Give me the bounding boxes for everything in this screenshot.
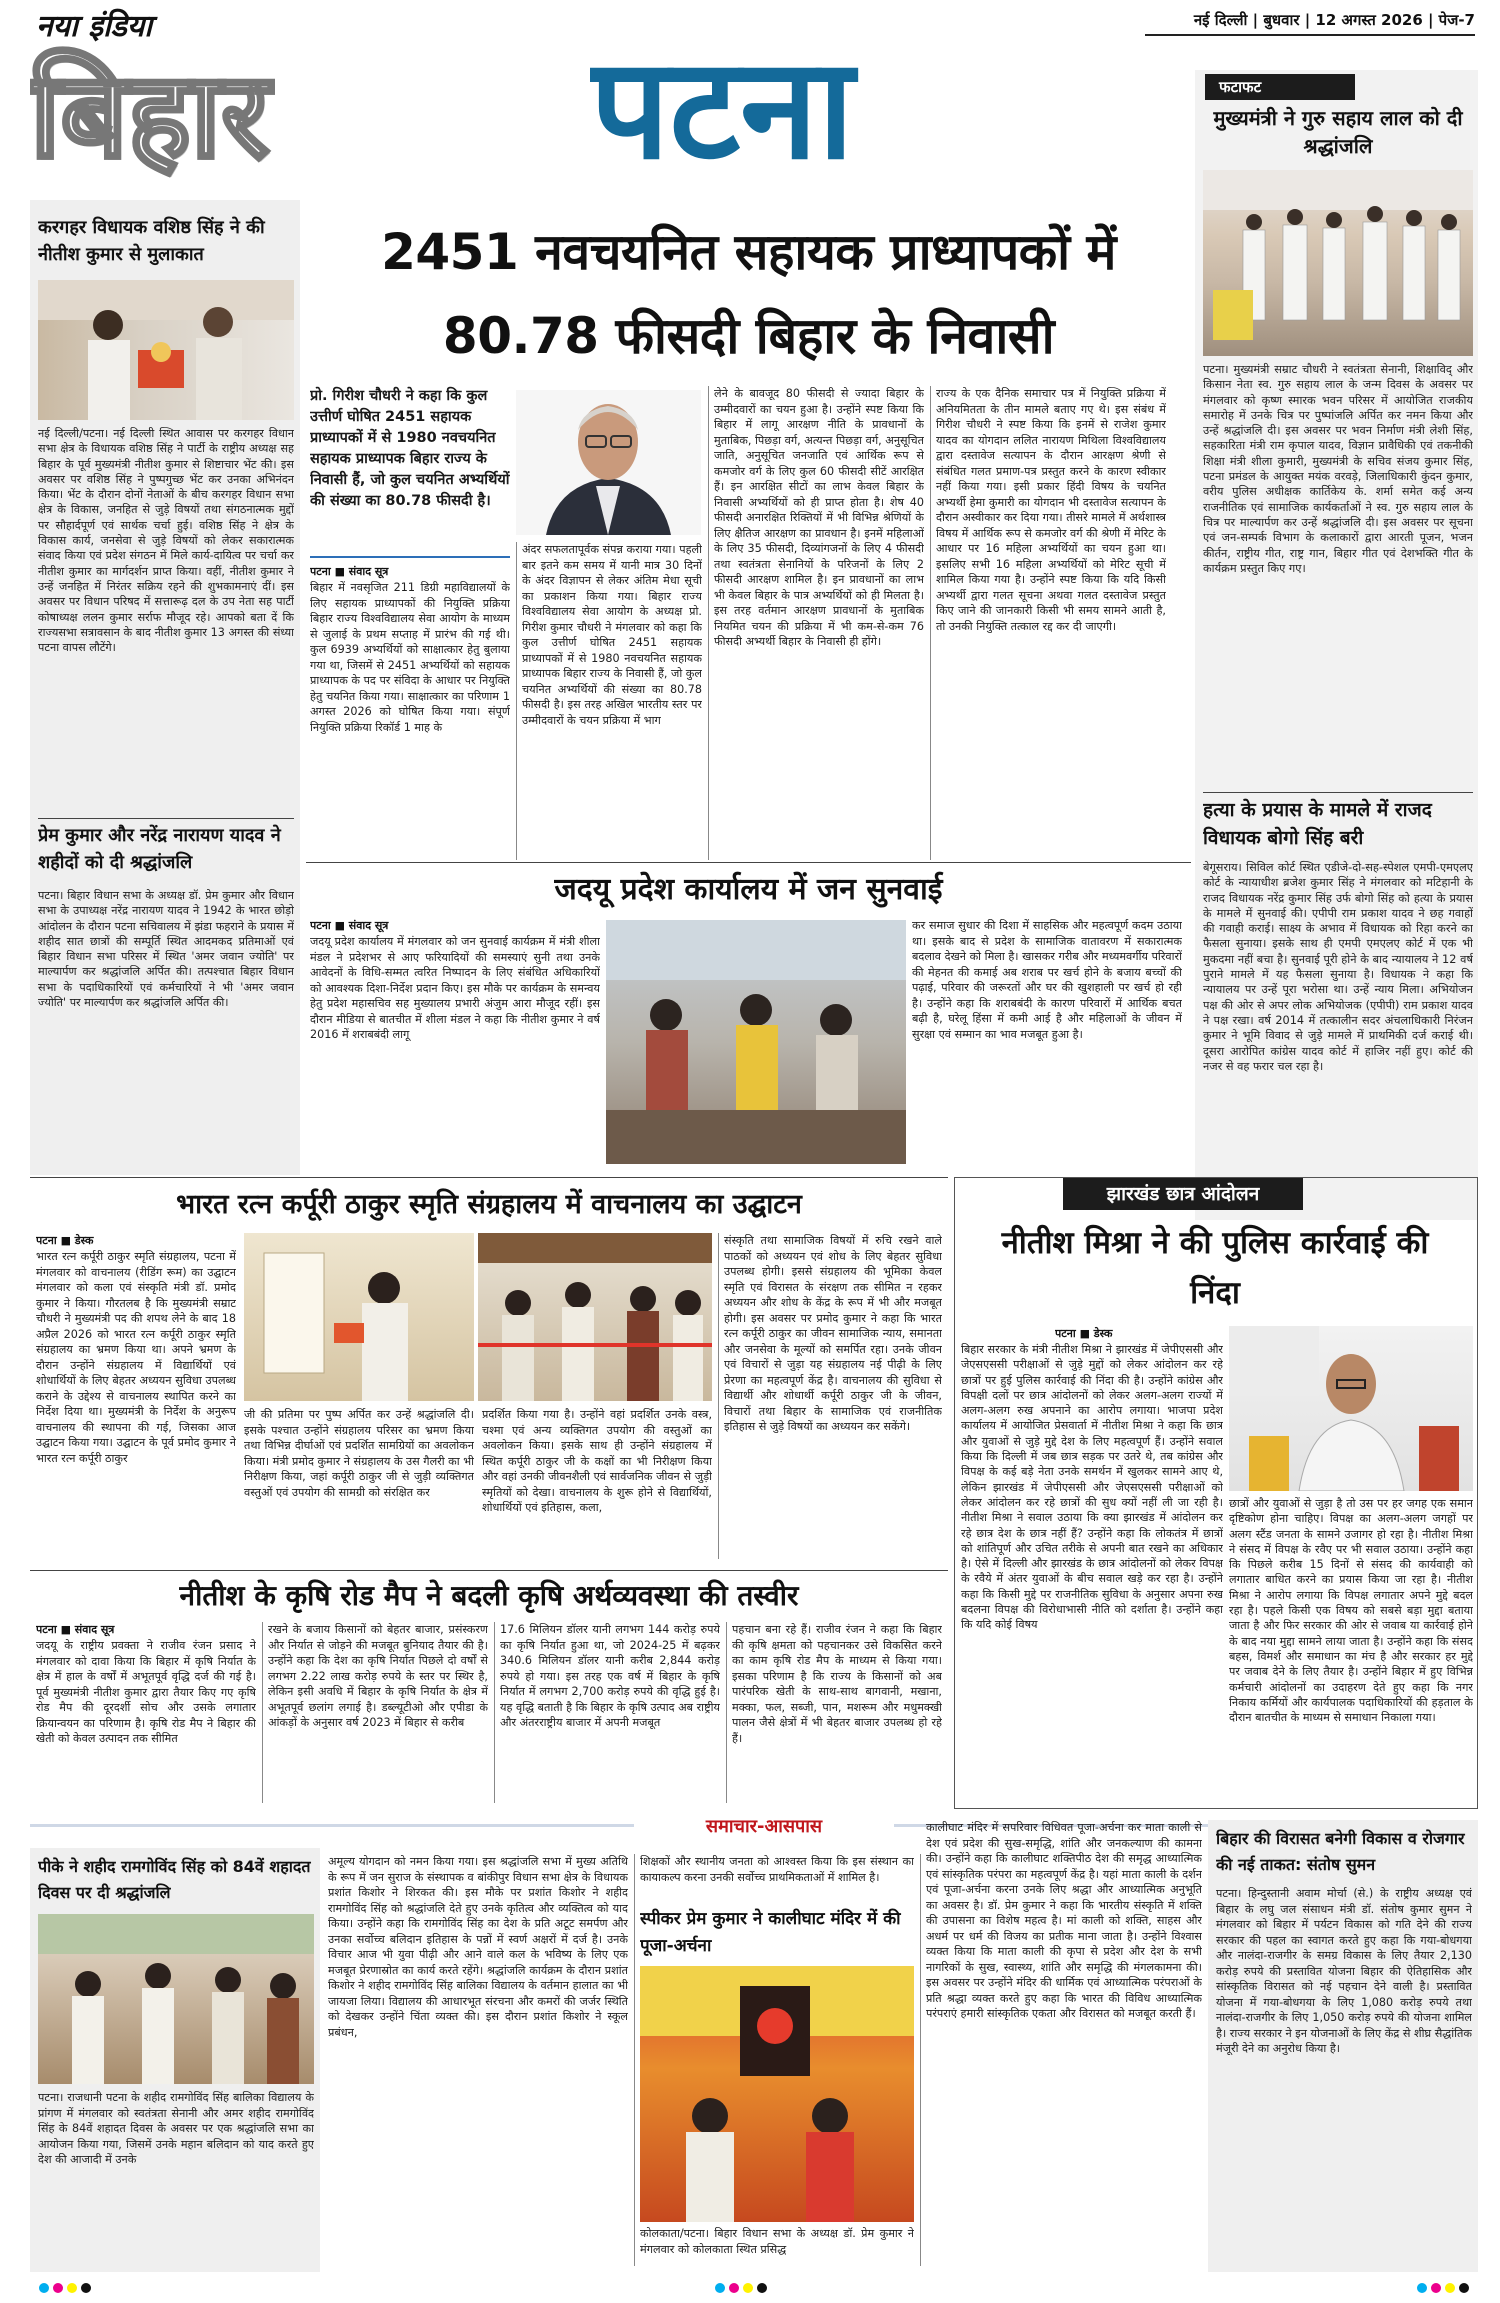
- lead-story: [306, 210, 1191, 860]
- jharkhand-label: झारखंड छात्र आंदोलन: [1063, 1178, 1303, 1210]
- color-registration-strip: [30, 2280, 1478, 2296]
- vashishth-body: नई दिल्ली/पटना। नई दिल्ली स्थित आवास पर करगहर विधान सभा क्षेत्र के विधायक वशिष्ठ सिंह ने पार्टी के राष्ट्रीय अध्यक्ष सह बिहार के पूर्व मुख्यमंत्री नीतीश कुमार से शिष्टाचार भेंट की। इस अवसर पर वशिष्ठ सिंह ने पुष्पगुच्छ भेंट कर उनका अभिनंदन किया। भेंट के दौरान दोनों नेताओं के बीच करगहर विधान सभा क्षेत्र के विकास, जनहित से जुड़े विषयों तथा संगठनात्मक मुद्दों पर सौहार्दपूर्ण एवं सार्थक चर्चा हुई। वशिष्ठ सिंह ने क्षेत्र के विकास कार्य, जनसेवा से जुड़े विषयों को लेकर सकारात्मक संवाद किया एवं प्रदेश संगठन में मिले कार्य-दायित्व पर चर्चा कर नीतीश कुमार का मार्गदर्शन प्राप्त किया। वहीं, नीतीश कुमार ने उन्हें जनहित में निरंतर सक्रिय रहने की शुभकामनाएं दीं। इस अवसर पर विधान परिषद में सत्तारूढ़ दल के उप नेता सह पार्टी कोषाध्यक्ष ललन कुमार सर्राफ मौजूद रहे। आपको बता दें कि राज्यसभा सत्रावसान के बाद नीतीश कुमार 13 अगस्त की संध्या पटना वापस लौटेंगे।: [38, 427, 294, 655]
- aaspaas-label: समाचार-आसपास: [634, 1812, 894, 1842]
- karpuri-headline: भारत रत्न कर्पूरी ठाकुर स्मृति संग्रहालय में वाचनालय का उद्घाटन: [176, 1189, 802, 1220]
- vashishth-photo: [38, 280, 294, 420]
- fatafat-headline: मुख्यमंत्री ने गुरु सहाय लाल को दी श्रद्धांजलि: [1213, 106, 1463, 158]
- bogo-headline: हत्या के प्रयास के मामले में राजद विधायक बोगो सिंह बरी: [1203, 799, 1432, 849]
- krishi-headline: नीतीश के कृषि रोड मैप ने बदली कृषि अर्थव्यवस्था की तस्वीर: [179, 1579, 799, 1612]
- jharkhand-box: [954, 1177, 1478, 1809]
- bogo-body: बेगूसराय। सिविल कोर्ट स्थित एडीजे-दो-सह-स्पेशल एमपी-एमएलए कोर्ट के न्यायाधीश ब्रजेश कुमार सिंह ने मंगलवार को मटिहानी के राजद विधायक नरेंद्र कुमार सिंह उर्फ बोगो सिंह को हत्या के प्रयास के मामले में सुनवाई की। एपीपी राम प्रकाश यादव ने छह गवाहों की गवाही कराई। साक्ष्य के अभाव में विधायक को रिहा करने का फैसला सुनाया। इसके साथ ही एमपी एमएलए कोर्ट में एक भी मुकदमा नहीं बचा है। सुनवाई पूरी होने के बाद न्यायालय ने 12 वर्ष पुराने मामले में यह फैसला सुनाया है। विधायक ने कहा कि न्यायालय पर उन्हें पूरा भरोसा था। उन्हें न्याय मिला। अभियोजन पक्ष की ओर से अपर लोक अभियोजक (एपीपी) राम प्रकाश यादव ने पक्ष रखा। वर्ष 2014 में तत्कालीन सदर अंचलाधिकारी निरंजन कुमार ने भूमि विवाद से जुड़े मामले में प्राथमिकी दर्ज कराई थी। दूसरा आरोपित कांग्रेस यादव कोर्ट में हाजिर नहीं हुए। कोर्ट की नजर से वह फरार चल रहा है।: [1203, 861, 1473, 1073]
- lead-col3: लेने के बावजूद 80 फीसदी से ज्यादा बिहार के उम्मीदवारों का चयन हुआ है। उन्होंने स्पष्ट किया कि बिहार में लागू आरक्षण नीति के प्रावधानों के मुताबिक, पिछड़ा वर्ग, अत्यन्त पिछड़ा वर्ग, अनुसूचित जाति, अनुसूचित जनजाति एवं आर्थिक रूप से कमजोर वर्ग के लिए कुल 60 फीसदी सीटें आरक्षित हैं। इन आरक्षित सीटों का लाभ केवल बिहार के निवासी अभ्यर्थियों को ही प्राप्त होता है। शेष 40 फीसदी अनारक्षित रिक्तियों में भी विभिन्न श्रेणियों के लिए क्षैतिज आरक्षण का प्रावधान है। इनमें महिलाओं के लिए 35 फीसदी, दिव्यांगजनों के लिए 4 फीसदी तथा स्वतंत्रता सेनानियों के परिजनों के लिए 2 फीसदी आरक्षण शामिल है। इन प्रावधानों का लाभ भी केवल बिहार के पात्र अभ्यर्थियों को ही मिलता है। इस तरह वर्तमान आरक्षण प्रावधानों के मुताबिक नियमित चयन की प्रक्रिया में भी कम-से-कम 76 फीसदी अभ्यर्थी बिहार के निवासी ही होंगे।: [714, 387, 924, 648]
- krishi-col2: रखने के बजाय किसानों को बेहतर बाजार, प्रसंस्करण और निर्यात से जोड़ने की मजबूत बुनियाद तैयार की है। उन्होंने कहा कि देश का कृषि निर्यात पिछले दो वर्षों से लगभग 2.22 लाख करोड़ रुपये के स्तर पर स्थिर है, लेकिन इसी अवधि में बिहार के कृषि निर्यात के क्षेत्र में अभूतपूर्व छलांग लगाई है। डब्ल्यूटीओ और एपीडा के आंकड़ों के अनुसार वर्ष 2023 में बिहार से करीब: [268, 1623, 488, 1729]
- page-dateline: नई दिल्ली | बुधवार | 12 अगस्त 2026 | पेज-7: [1193, 11, 1475, 29]
- kali-col: कालीघाट मंदिर में सपरिवार विधिवत पूजा-अर्चना कर माता काली से देश एवं प्रदेश की सुख-समृद्धि, शांति और जनकल्याण की कामना की। उन्होंने कहा कि कालीघाट शक्तिपीठ देश की समृद्ध आध्यात्मिक एवं सांस्कृतिक परंपरा का महत्वपूर्ण केंद्र है। यहां माता काली के दर्शन एवं पूजा-अर्चना करना उनके लिए श्रद्धा और आध्यात्मिक अनुभूति का अवसर है। डॉ. प्रेम कुमार ने कहा कि भारतीय संस्कृति में शक्ति की उपासना का विशेष महत्व है। मां काली को शक्ति, साहस और अधर्म पर धर्म की विजय का प्रतीक माना जाता है। उन्होंने विश्वास व्यक्त किया कि माता काली की कृपा से प्रदेश और देश के सभी नागरिकों के सुख, स्वास्थ्य, शांति और समृद्धि की मंगलकामना की। इस अवसर पर उन्होंने मंदिर की धार्मिक एवं आध्यात्मिक परंपराओं के प्रति श्रद्धा व्यक्त करते हुए कहा कि भारत की विविध आध्यात्मिक परंपराएं हमारी सांस्कृतिक एकता और विरासत को मजबूत करती हैं।: [926, 1821, 1202, 2020]
- pk-col2: अमूल्य योगदान को नमन किया गया। इस श्रद्धांजलि सभा में मुख्य अतिथि के रूप में जन सुराज के संस्थापक व बांकीपुर विधान सभा क्षेत्र के विधायक प्रशांत किशोर ने शिरकत की। इस मौके पर प्रशांत किशोर ने शहीद रामगोविंद सिंह को श्रद्धांजलि देते हुए उनके कृतित्व और व्यक्तित्व को याद किया। उन्होंने कहा कि रामगोविंद सिंह का देश के प्रति अटूट समर्पण और उनका सर्वोच्च बलिदान इतिहास के पन्नों में स्वर्ण अक्षरों में दर्ज है। उनके विचार आज भी युवा पीढ़ी और आने वाले कल के भविष्य के लिए एक मजबूत प्रेरणास्रोत का कार्य करते रहेंगे। श्रद्धांजलि कार्यक्रम के दौरान प्रशांत किशोर ने शहीद रामगोविंद सिंह बालिका विद्यालय के वर्तमान हालात का भी जायजा लिया। विद्यालय की आधारभूत संरचना और कमरों की जर्जर स्थिति को देखकर उन्होंने चिंता व्यक्त की। इस दौरान प्रशांत किशोर ने स्कूल प्रबंधन,: [328, 1855, 628, 2039]
- vashishth-headline: करगहर विधायक वशिष्ठ सिंह ने की नीतीश कुमार से मुलाकात: [38, 217, 265, 265]
- kali-headline: स्पीकर प्रेम कुमार ने कालीघाट मंदिर में की पूजा-अर्चना: [640, 1909, 901, 1956]
- fatafat-label: फटाफट: [1205, 74, 1355, 100]
- jansunvai-story: [306, 862, 1191, 1172]
- aaspaas-section: [30, 1812, 1478, 2272]
- karpuri-col4: संस्कृति तथा सामाजिक विषयों में रुचि रखने वाले पाठकों को अध्ययन एवं शोध के लिए बेहतर सुविधा उपलब्ध होगी। इससे संग्रहालय की भूमिका केवल स्मृति एवं विरासत के संरक्षण तक सीमित न रहकर अध्ययन और शोध के केंद्र के रूप में भी और मजबूत होगी। इस अवसर पर प्रमोद कुमार ने कहा कि भारत रत्न कर्पूरी ठाकुर का जीवन सामाजिक न्याय, समानता और जनसेवा के मूल्यों को समर्पित रहा। उनके जीवन एवं विचारों से जुड़ा यह संग्रहालय नई पीढ़ी के लिए प्रेरणा का महत्वपूर्ण केंद्र है। वाचनालय की सुविधा से विद्यार्थी और शोधार्थी कर्पूरी ठाकुर जी के जीवन, विचारों तथा बिहार के सामाजिक एवं राजनीतिक इतिहास से जुड़े विषयों का अध्ययन कर सकेंगे।: [724, 1234, 942, 1433]
- jansunvai-col2: कर समाज सुधार की दिशा में साहसिक और महत्वपूर्ण कदम उठाया था। इसके बाद से प्रदेश के सामाजिक वातावरण में सकारात्मक बदलाव देखने को मिला है। खासकर गरीब और मध्यमवर्गीय परिवारों की मेहनत की कमाई अब शराब पर खर्च होने के बजाय बच्चों की पढ़ाई, परिवार की जरूरतों और घर की खुशहाली पर खर्च हो रही है। उन्होंने कहा कि शराबबंदी के कारण परिवारों में आर्थिक बचत बढ़ी है, घरेलू हिंसा में कमी आई है और महिलाओं के जीवन में सुरक्षा एवं सम्मान का भाव मजबूत हुआ है।: [912, 919, 1182, 1041]
- krishi-byline: पटना ■ संवाद सूत्र: [36, 1623, 115, 1636]
- pk-col3: शिक्षकों और स्थानीय जनता को आश्वस्त किया कि इस संस्थान का कायाकल्प करना उनकी सर्वोच्च प्राथमिकताओं में शामिल है।: [640, 1855, 914, 1884]
- jharkhand-col2: छात्रों और युवाओं से जुड़ा है तो उस पर हर जगह एक समान दृष्टिकोण होना चाहिए। विपक्ष का अलग-अलग जगहों पर अलग स्टैंड जनता के सामने उजागर हो रहा है। नीतीश मिश्रा ने संसद में विपक्ष के रवैए पर भी सवाल उठाया। उन्होंने कहा कि पिछले करीब 15 दिनों से संसद की कार्यवाही को लगातार बाधित करने का प्रयास किया जा रहा है। नीतीश मिश्रा ने आरोप लगाया कि विपक्ष लगातार अपने मुद्दे बदल रहा है। पहले किसी एक विषय को सबसे बड़ा मुद्दा बताया जाता है और फिर सरकार की ओर से जवाब या कार्रवाई होने के बाद नया मुद्दा सामने लाया जाता है। उन्होंने कहा कि संसद बहस, विमर्श और समाधान का मंच है और सरकार हर मुद्दे पर जवाब देने के लिए तैयार है। उन्होंने बिहार में हुए विभिन्न कर्मचारी आंदोलनों का उदाहरण देते हुए कहा कि नगर निकाय कर्मियों और कार्यपालक पदाधिकारियों की हड़ताल के दौरान बातचीत के माध्यम से समाधान निकाला गया।: [1229, 1497, 1473, 1725]
- lead-portrait: [516, 390, 701, 535]
- karpuri-col3: प्रदर्शित किया गया है। उन्होंने वहां प्रदर्शित उनके वस्त्र, चश्मा एवं अन्य व्यक्तिगत उपयोग की वस्तुओं का अवलोकन किया। इसके साथ ही उन्होंने संग्रहालय में स्थित कर्पूरी ठाकुर जी के कक्षों का भी निरीक्षण किया और वहां उनकी जीवनशैली एवं सार्वजनिक जीवन से जुड़ी स्मृतियों को देखा। वाचनालय के शुरू होने से विद्यार्थियों, शोधार्थियों एवं इतिहास, कला,: [482, 1408, 712, 1514]
- jharkhand-headline: नीतीश मिश्रा ने की पुलिस कार्रवाई की निंदा: [1001, 1225, 1429, 1311]
- krishi-story: [30, 1570, 948, 1808]
- left-column: [30, 200, 300, 1175]
- fatafat-box: [1195, 70, 1478, 1220]
- santosh-headline: बिहार की विरासत बनेगी विकास व रोजगार की नई ताकत: संतोष सुमन: [1216, 1829, 1465, 1874]
- krishi-col4: पहचान बना रहे हैं। राजीव रंजन ने कहा कि बिहार की कृषि क्षमता को पहचानकर उसे विकसित करने का काम कृषि रोड मैप के माध्यम से किया गया। इसका परिणाम है कि राज्य के किसानों को अब पारंपरिक खेती के साथ-साथ बागवानी, मखाना, मक्का, फल, सब्जी, पान, मशरूम और मधुमक्खी पालन जैसे क्षेत्रों में भी बेहतर बाजार उपलब्ध हो रहे हैं।: [732, 1623, 942, 1745]
- krishi-col1: जदयू के राष्ट्रीय प्रवक्ता ने राजीव रंजन प्रसाद ने मंगलवार को दावा किया कि बिहार में कृषि निर्यात के क्षेत्र में हाल के वर्षों में अभूतपूर्व वृद्धि दर्ज की गई है। पूर्व मुख्यमंत्री नीतीश कुमार द्वारा तैयार किए गए कृषि रोड मैप की दूरदर्शी सोच और उसके लगातार क्रियान्वयन का परिणाम है। कृषि रोड मैप ने बिहार की खेती को केवल उत्पादन तक सीमित: [36, 1639, 256, 1745]
- santosh-col: पटना। हिन्दुस्तानी अवाम मोर्चा (से.) के राष्ट्रीय अध्यक्ष एवं बिहार के लघु जल संसाधन मंत्री डॉ. संतोष कुमार सुमन ने मंगलवार को बिहार में पर्यटन विकास को गति देने की राज्य सरकार की पहल का स्वागत करते हुए कहा कि गया-बोधगया और नालंदा-राजगीर के समग्र विकास के लिए तैयार 2,130 करोड़ रुपये की प्रस्तावित योजना बिहार की ऐतिहासिक और सांस्कृतिक विरासत को नई पहचान देने वाली है। प्रस्तावित योजना में गया-बोधगया के लिए 1,080 करोड़ रुपये तथा नालंदा-राजगीर के लिए 1,050 करोड़ रुपये की योजना शामिल है। राज्य सरकार ने इन योजनाओं के लिए केंद्र से शीघ्र सैद्धांतिक मंजूरी देने का अनुरोध किया है।: [1216, 1887, 1472, 2055]
- brand-logo: नया इंडिया: [36, 9, 152, 44]
- lead-col2: अंदर सफलतापूर्वक संपन्न कराया गया। पहली बार इतने कम समय में यानी मात्र 30 दिनों के अंदर विज्ञापन से लेकर अंतिम मेधा सूची का प्रकाशन किया गया। बिहार राज्य विश्वविद्यालय सेवा आयोग के अध्यक्ष प्रो. गिरीश कुमार चौधरी ने मंगलवार को कहा कि कुल उत्तीर्ण घोषित 2451 सहायक प्राध्यापकों में से 1980 नवचयनित सहायक प्राध्यापक बिहार राज्य के निवासी हैं, जो कुल चयनित अभ्यर्थियों की संख्या का 80.78 फीसदी है। इस तरह अखिल भारतीय स्तर पर उम्मीदवारों के चयन प्रक्रिया में भाग: [522, 543, 702, 727]
- krishi-col3: 17.6 मिलियन डॉलर यानी लगभग 144 करोड़ रुपये का कृषि निर्यात हुआ था, जो 2024-25 में बढ़कर 340.6 मिलियन डॉलर यानी करीब 2,844 करोड़ रुपये हो गया। इस तरह एक वर्ष में बिहार के कृषि निर्यात में लगभग 2,700 करोड़ रुपये की वृद्धि हुई है। यह वृद्धि बताती है कि बिहार के कृषि उत्पाद अब राष्ट्रीय और अंतरराष्ट्रीय बाजार में अपनी मजबूत: [500, 1623, 720, 1729]
- pk-column: [30, 1848, 320, 2272]
- lead-col1: बिहार में नवसृजित 211 डिग्री महाविद्यालयों के लिए सहायक प्राध्यापकों की नियुक्ति प्रक्रिया बिहार राज्य विश्वविद्यालय सेवा आयोग के माध्यम से जुलाई के प्रथम सप्ताह में प्रारंभ की गई थी। कुल 6939 अभ्यर्थियों को साक्षात्कार हेतु बुलाया गया था, जिसमें से 2451 अभ्यर्थियों को सहायक प्राध्यापक के पद पर संविदा के आधार पर नियुक्ति हेतु चयनित किया गया। साक्षात्कार का परिणाम 1 अगस्त 2026 को घोषित किया गया। संपूर्ण नियुक्ति प्रक्रिया रिकॉर्ड 1 माह के: [310, 581, 510, 734]
- jharkhand-col1: बिहार सरकार के मंत्री नीतीश मिश्रा ने झारखंड में जेपीएससी और जेएसएससी परीक्षाओं से जुड़े मुद्दों को लेकर आंदोलन कर रहे छात्रों पर हुई पुलिस कार्रवाई की निंदा की है। उन्होंने कांग्रेस और विपक्षी दलों पर छात्र आंदोलनों को लेकर अलग-अलग राज्यों में अलग-अलग रुख अपनाने का आरोप लगाया। भाजपा प्रदेश कार्यालय में आयोजित प्रेसवार्ता में नीतीश मिश्रा ने कहा कि छात्र और युवाओं से जुड़े मुद्दे देश के लिए महत्वपूर्ण हैं। उन्होंने सवाल किया कि दिल्ली में जब छात्र सड़क पर उतरे थे, तब कांग्रेस और विपक्ष के कई बड़े नेता उनके समर्थन में खुलकर सामने आए थे, लेकिन झारखंड में जेपीएससी और जेएसएससी परीक्षाओं को लेकर आंदोलन कर रहे छात्रों की सुध क्यों नहीं ली जा रही है। नीतीश मिश्रा ने सवाल उठाया कि क्या झारखंड में आंदोलन कर रहे छात्र देश के छात्र नहीं हैं? उन्होंने कहा कि लोकतंत्र में छात्रों को शांतिपूर्ण और उचित तरीके से अपनी बात रखने का अधिकार है। ऐसे में दिल्ली और झारखंड के छात्र आंदोलनों को लेकर विपक्ष के रवैये में अंतर युवाओं के बीच सवाल खड़े कर रहा है। उन्होंने कहा कि किसी मुद्दे पर राजनीतिक सुविधा के अनुसार अपना रुख बदलना विपक्ष की विरोधाभासी नीति को दर्शाता है। उन्होंने कहा कि यदि कोई विषय: [961, 1343, 1223, 1632]
- karpuri-story: [30, 1177, 948, 1567]
- karpuri-col2: जी की प्रतिमा पर पुष्प अर्पित कर उन्हें श्रद्धांजलि दी। इसके पश्चात उन्होंने संग्रहालय परिसर का भ्रमण किया तथा विभिन्न दीर्घाओं एवं प्रदर्शित सामग्रियों का अवलोकन किया। मंत्री प्रमोद कुमार ने संग्रहालय के उस गैलरी का भी निरीक्षण किया, जहां कर्पूरी ठाकुर जी से जुड़ी व्यक्तिगत वस्तुओं एवं उपयोग की सामग्री को संरक्षित कर: [244, 1408, 474, 1499]
- jansunvai-col1: जदयू प्रदेश कार्यालय में मंगलवार को जन सुनवाई कार्यक्रम में मंत्री शीला मंडल ने प्रदेशभर से आए फरियादियों की समस्याएं सुनी तथा उनके आवेदनों के विधि-सम्मत त्वरित निष्पादन के लिए संबंधित अधिकारियों को आवश्यक दिशा-निर्देश प्रदान किए। इस मौके पर कार्यक्रम के समन्वय हेतु प्रदेश महासचिव सह मुख्यालय प्रभारी अंजुम आरा मौजूद रहीं। इस दौरान मीडिया से बातचीत में शीला मंडल ने कहा कि नीतीश कुमार ने वर्ष 2016 में शराबबंदी लागू: [310, 935, 600, 1041]
- karpuri-byline: पटना ■ डेस्क: [36, 1234, 94, 1247]
- lead-byline: पटना ■ संवाद सूत्र: [310, 565, 389, 578]
- lead-col4: राज्य के एक दैनिक समाचार पत्र में नियुक्ति प्रक्रिया में अनियमितता के तीन मामले बताए गए थे। इस संबंध में गिरीश चौधरी ने स्पष्ट किया कि इनमें से राजेश कुमार यादव का योगदान ललित नारायण मिथिला विश्वविद्यालय द्वारा दस्तावेज सत्यापन के दौरान आरक्षण श्रेणी से संबंधित गलत प्रमाण-पत्र प्रस्तुत करने के कारण स्वीकार नहीं किया गया। इसी प्रकार हिंदी विषय के चयनित अभ्यर्थी हेमा कुमारी का योगदान भी दस्तावेज सत्यापन के दौरान अस्वीकार कर दिया गया। तीसरे मामले में अर्थशास्त्र विषय में आर्थिक रूप से कमजोर वर्ग की श्रेणी में मेरिट के आधार पर 16 महिला अभ्यर्थियों का चयन हुआ था। इसलिए सभी 16 महिला अभ्यर्थियों को मेरिट सूची में शामिल किया गया है। उन्होंने स्पष्ट किया कि यदि किसी अभ्यर्थी द्वारा गलत सूचना अथवा गलत दस्तावेज प्रस्तुत किए जाने की जानकारी किसी भी समय सामने आती है, तो उनकी नियुक्ति तत्काल रद्द कर दी जाएगी।: [936, 387, 1166, 633]
- prem-headline: प्रेम कुमार और नरेंद्र नारायण यादव ने शहीदों को दी श्रद्धांजलि: [38, 825, 281, 873]
- kali-caption: कोलकाता/पटना। बिहार विधान सभा के अध्यक्ष डॉ. प्रेम कुमार ने मंगलवार को कोलकाता स्थित प्रसिद्ध: [640, 2227, 914, 2256]
- state-name: बिहार: [30, 46, 270, 184]
- karpuri-photo-2: [478, 1233, 712, 1401]
- jharkhand-photo: [1229, 1326, 1473, 1491]
- lead-quote: प्रो. गिरीश चौधरी ने कहा कि कुल उत्तीर्ण घोषित 2451 सहायक प्राध्यापकों में से 1980 नवचयनित सहायक प्राध्यापक बिहार राज्य के निवासी हैं, जो कुल चयनित अभ्यर्थियों की संख्या का 80.78 फीसदी है।: [310, 388, 510, 509]
- karpuri-photo-1: [244, 1233, 474, 1401]
- jansunvai-photo: [606, 920, 906, 1164]
- pk-photo: [38, 1914, 314, 2084]
- kali-story: [640, 1854, 914, 2266]
- karpuri-col1: भारत रत्न कर्पूरी ठाकुर स्मृति संग्रहालय, पटना में मंगलवार को वाचनालय (रीडिंग रूम) का उद्घाटन मंगलवार को कला एवं संस्कृति मंत्री डॉ. प्रमोद कुमार ने किया। गौरतलब है कि मुख्यमंत्री सम्राट चौधरी ने मुख्यमंत्री पद की शपथ लेने के बाद 18 अप्रैल 2026 को भारत रत्न कर्पूरी ठाकुर स्मृति संग्रहालय का भ्रमण किया था। अपने भ्रमण के दौरान उन्होंने संग्रहालय में विद्यार्थियों एवं शोधार्थियों के लिए बेहतर अध्ययन सुविधा उपलब्ध कराने के उद्देश्य से वाचनालय स्थापित करने का निर्देश दिया था। मुख्यमंत्री के निर्देश के अनुरूप वाचनालय की स्थापना की गई, जिसका आज उद्घाटन किया गया। उद्घाटन के पूर्व प्रमोद कुमार ने भारत रत्न कर्पूरी ठाकुर: [36, 1250, 236, 1465]
- kali-photo: [640, 1966, 914, 2222]
- fatafat-body: पटना। मुख्यमंत्री सम्राट चौधरी ने स्वतंत्रता सेनानी, शिक्षाविद् और किसान नेता स्व. गुरु सहाय लाल के जन्म दिवस के अवसर पर मंगलवार को कृष्ण स्मारक भवन परिसर में आयोजित राजकीय समारोह में उनके चित्र पर पुष्पांजलि अर्पित कर नमन किया और उन्हें श्रद्धांजलि दी। इस अवसर पर भवन निर्माण मंत्री लेशी सिंह, सहकारिता मंत्री राम कृपाल यादव, विज्ञान प्रावैधिकी एवं तकनीकी शिक्षा मंत्री शीला कुमारी, मुख्यमंत्री के सचिव संजय कुमार सिंह, पटना प्रमंडल के आयुक्त मयंक वरवड़े, जिलाधिकारी कुंदन कुमार, वरीय पुलिस अधीक्षक कार्तिकेय के. शर्मा समेत कई अन्य राजनीतिक एवं सामाजिक कार्यकर्ताओं ने स्व. गुरु सहाय लाल के चित्र पर माल्यार्पण कर उन्हें श्रद्धांजलि दी। इस अवसर पर सूचना एवं जन-सम्पर्क विभाग के कलाकारों द्वारा आरती पूजन, भजन कीर्तन, राष्ट्रीय गीत, राष्ट्र गान, बिहार गीत एवं देशभक्ति गीत के कार्यक्रम प्रस्तुत किए गए।: [1203, 363, 1473, 575]
- pk-col1: पटना। राजधानी पटना के शहीद रामगोविंद सिंह बालिका विद्यालय के प्रांगण में मंगलवार को स्वतंत्रता सेनानी और अमर शहीद रामगोविंद सिंह के 84वें शहादत दिवस के अवसर पर एक श्रद्धांजलि सभा का आयोजन किया गया, जिसमें उनके महान बलिदान को याद करते हुए देश की आजादी में उनके: [38, 2091, 314, 2166]
- jansunvai-headline: जदयू प्रदेश कार्यालय में जन सुनवाई: [554, 872, 943, 907]
- jharkhand-byline: पटना ■ डेस्क: [1055, 1327, 1113, 1340]
- pk-headline: पीके ने शहीद रामगोविंद सिंह को 84वें शहादत दिवस पर दी श्रद्धांजलि: [38, 1857, 311, 1902]
- lead-headline: 2451 नवचयनित सहायक प्राध्यापकों में 80.78 फीसदी बिहार के निवासी: [381, 223, 1116, 365]
- fatafat-photo: [1203, 170, 1473, 356]
- jansunvai-byline: पटना ■ संवाद सूत्र: [310, 919, 389, 932]
- santosh-column: [1208, 1820, 1478, 2272]
- prem-body: पटना। बिहार विधान सभा के अध्यक्ष डॉ. प्रेम कुमार और विधान सभा के उपाध्यक्ष नरेंद्र नारायण यादव ने 1942 के भारत छोड़ो आंदोलन के दौरान पटना सचिवालय में झंडा फहराने के प्रयास में शहीद सात छात्रों की सम्पूर्ति स्थित आदमकद प्रतिमाओं एवं बिहार विधान सभा परिसर में स्थित 'अमर जवान ज्योति' पर माल्यार्पण कर श्रद्धांजलि अर्पित की। तत्पश्चात बिहार विधान सभा के पदाधिकारियों एवं कर्मचारियों ने भी 'अमर जवान ज्योति' पर माल्यार्पण कर श्रद्धांजलि अर्पित की।: [38, 889, 294, 1010]
- city-name: पटना: [590, 30, 855, 190]
